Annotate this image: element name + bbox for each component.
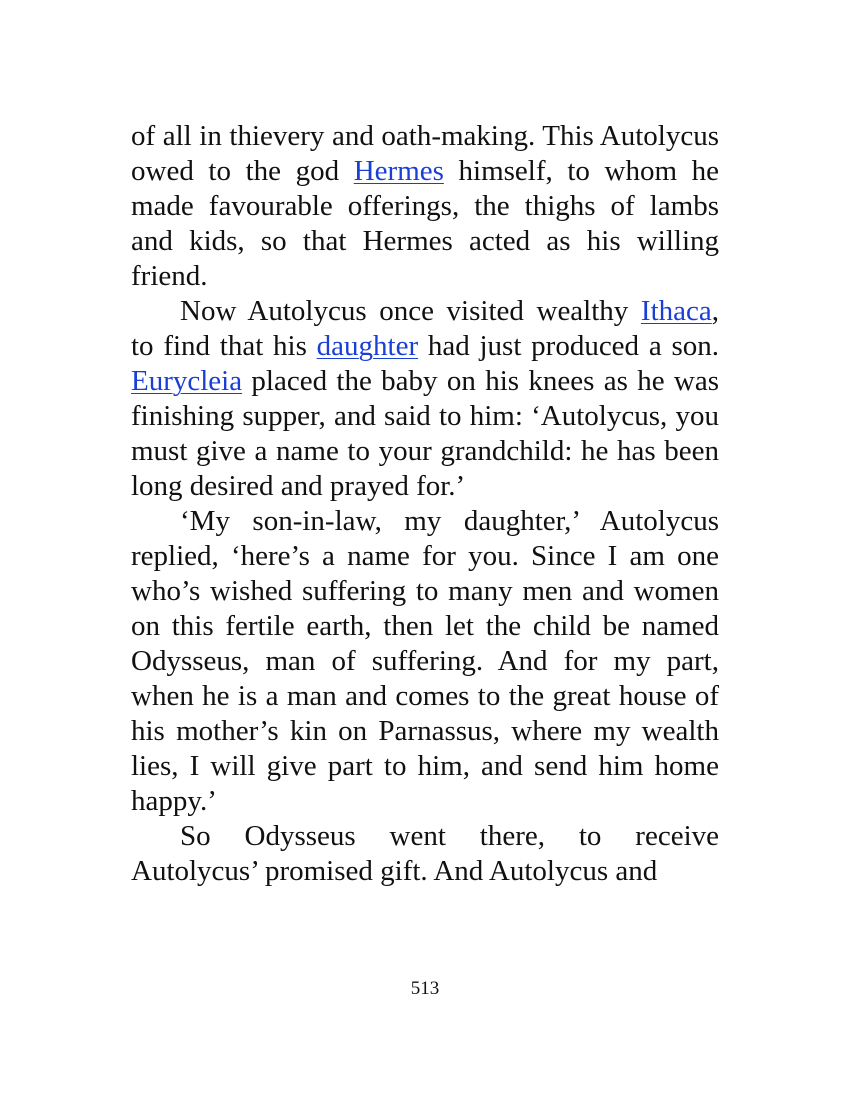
paragraph-4 bbox=[131, 819, 719, 889]
link-eurycleia[interactable]: Eurycleia bbox=[131, 365, 243, 397]
page-number: 513 bbox=[410, 978, 440, 999]
link-hermes[interactable]: Hermes bbox=[353, 155, 444, 187]
text-span: placed the baby on his knees as he was finishing supper, and said to him: ‘Autolycus, you must give a name to your grandchild: he has been long desired and prayed for.’ bbox=[131, 365, 719, 502]
paragraph-3 bbox=[131, 504, 719, 819]
text-span: Now Autolycus once visited wealthy bbox=[180, 295, 641, 327]
text-span: So Odysseus went there, to receive Autolycus’ promised gift. And Autolycus and bbox=[131, 820, 719, 887]
paragraph-1 bbox=[131, 119, 719, 294]
link-ithaca[interactable]: Ithaca bbox=[640, 295, 712, 327]
text-span: of all in thievery and oath-making. This Autolycus owed to the god bbox=[131, 120, 719, 187]
link-daughter[interactable]: daughter bbox=[316, 330, 419, 362]
text-span: ‘My son-in-law, my daughter,’ Autolycus replied, ‘here’s a name for you. Since I am one who’s wished suffering to many men and women on this fertile earth, then let the child be named Odysseus, man of suffering. And for my part, when he is a man and comes to the great house of his mother’s kin on Parnassus, where my wealth lies, I will give part to him, and send him home happy.’ bbox=[131, 505, 719, 817]
paragraph-2 bbox=[131, 294, 719, 504]
text-span: himself, to whom he made favourable offerings, the thighs of lambs and kids, so that Hermes acted as his willing friend. bbox=[131, 155, 719, 292]
text-span: , to find that his bbox=[131, 295, 719, 362]
body-text bbox=[131, 119, 719, 889]
text-span: had just produced a son. bbox=[418, 330, 719, 362]
